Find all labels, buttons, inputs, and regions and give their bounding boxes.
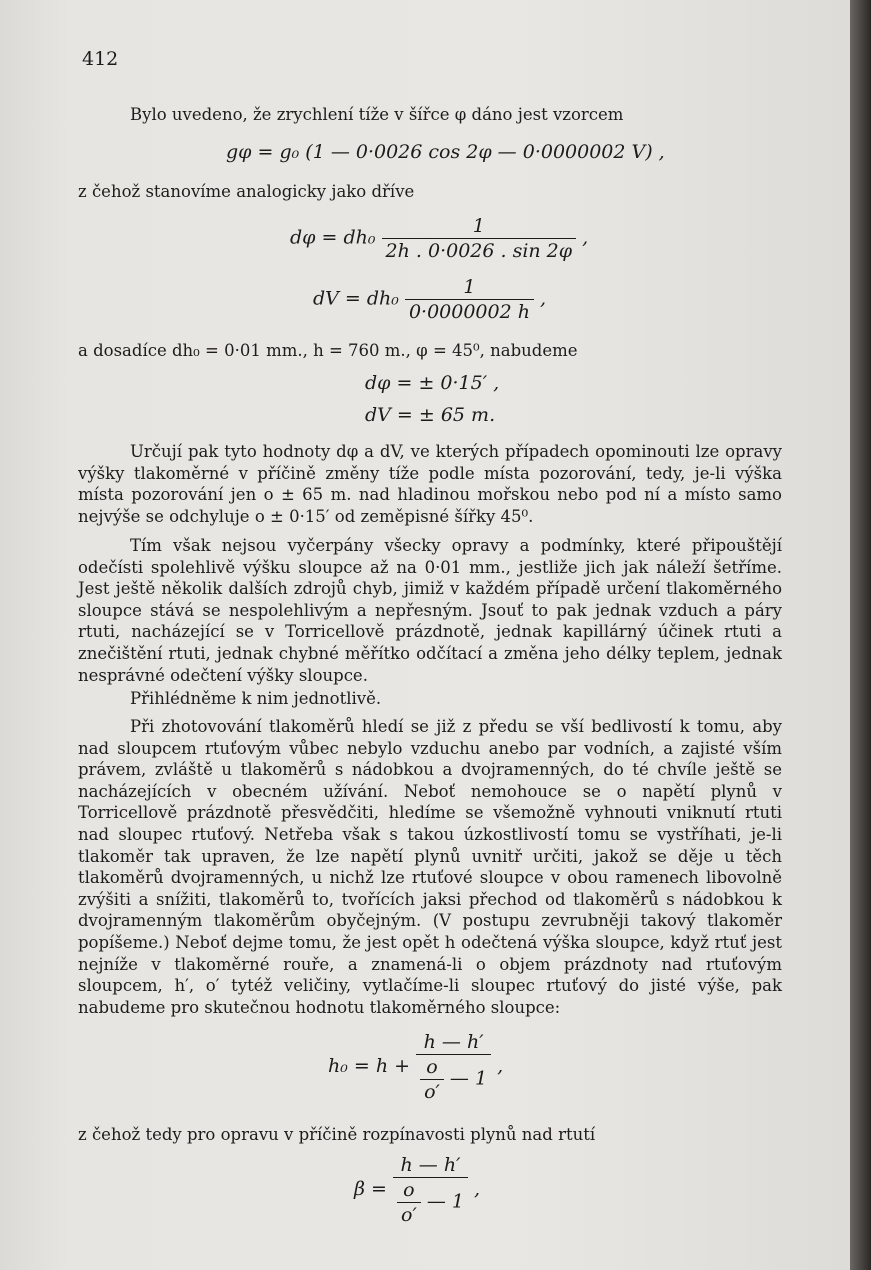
equation-gravity: gφ = g₀ (1 — 0·0026 cos 2φ — 0·0000002 V) , bbox=[226, 141, 665, 163]
equation-dV-value: dV = ± 65 m. bbox=[365, 404, 496, 426]
line-rozpinavost: z čehož tedy pro opravu v příčině rozpínavosti plynů nad rtutí bbox=[78, 1125, 596, 1144]
paragraph-intro: Bylo uvedeno, že zrychlení tíže v šířce φ dáno jest vzorcem bbox=[130, 105, 624, 124]
fraction: $\frac{1}{2h . 0\cdot 0026 . \sin 2\varphi}$ bbox=[382, 214, 577, 263]
line-dosadice: a dosadíce dh₀ = 0·01 mm., h = 760 m., φ = 45⁰, nabudeme bbox=[78, 341, 578, 360]
eq-lhs: dφ = dh₀ bbox=[290, 226, 376, 249]
equation-h0: h₀ = h + h — h′ $\frac{o}{o'}$ — 1 , bbox=[328, 1031, 504, 1103]
fraction: $\frac{1}{0\cdot 0000002 h}$ bbox=[405, 275, 534, 324]
equation-beta: β = h — h′ $\frac{o}{o'}$ — 1 , bbox=[354, 1154, 481, 1226]
paragraph-opravy: Tím však nejsou vyčerpány všecky opravy a podmínky, které připouštějí odečísti spolehlivě výšku sloupce až na 0·01 mm., jestliže jich jak náleží šetříme. Jest ještě několik dalších zdrojů chyb, jimiž v každém případě určení tlakoměrného sloupce stává se nespolehlivým a nepřesným. Jsouť to pak jednak vzduch a páry rtuti, nacházející se v Torricellově prázdnotě, jednak kapillárný účinek rtuti a znečištění rtuti, jednak chybné měřítko odčítací a změna jeho délky teplem, jednak nesprávné odečtení výšky sloupce. bbox=[78, 536, 782, 685]
paragraph-hodnoty: Určují pak tyto hodnoty dφ a dV, ve kterých případech opominouti lze opravy výšky tlakoměrné v příčině změny tíže podle místa pozorování, tedy, je-li výška místa pozorování jen o ± 65 m. nad hladinou mořskou nebo pod ní a místo samo nejvýše se odchyluje o ± 0·15′ od zeměpisné šířky 45⁰. bbox=[78, 442, 782, 526]
fraction: h — h′ $\frac{o}{o'}$ — 1 bbox=[393, 1153, 468, 1227]
equation-dphi-value: dφ = ± 0·15′ , bbox=[365, 372, 500, 394]
paragraph-prihlednete: Přihlédněme k nim jednotlivě. bbox=[130, 689, 382, 708]
fraction: h — h′ $\frac{o}{o'}$ — 1 bbox=[416, 1030, 491, 1104]
eq-lhs: β = bbox=[354, 1178, 387, 1200]
eq-lhs: h₀ = h + bbox=[328, 1055, 411, 1077]
equation-dV: dV = dh₀ $\frac{1}{0\cdot 0000002 h}$ , bbox=[313, 276, 547, 323]
equation-dphi: dφ = dh₀ $\frac{1}{2h . 0\cdot 0026 . \sin 2\varphi}$ , bbox=[290, 215, 589, 262]
page-edge-shadow bbox=[850, 0, 871, 1270]
line-analogicky: z čehož stanovíme analogicky jako dříve bbox=[78, 182, 415, 201]
eq-lhs: dV = dh₀ bbox=[313, 287, 399, 310]
paragraph-zhotovovani: Při zhotovování tlakoměrů hledí se již z předu se vší bedlivostí k tomu, aby nad sloupcem rtuťovým vůbec nebylo vzduchu anebo par vodních, a zajisté vším právem, zvláště u tlakoměrů s nádobkou a dvojramenných, do té chvíle ještě se nacházejících v obecném užívání. Neboť nemohouce se o napětí plynů v Torricellově prázdnotě přesvědčiti, hledíme se všemožně vyhnouti vniknutí rtuti nad sloupec rtuťový. Netřeba však s takou úzkostlivostí tomu se vystříhati, je-li tlakoměr tak upraven, že lze napětí plynů uvnitř určiti, jakož se děje u těch tlakoměrů dvojramenných, u nichž lze rtuťové sloupce v obou ramenech libovolně zvýšiti a snížiti, tlakoměrů to, tvořících jaksi přechod od tlakoměrů s nádobkou k dvojramenným tlakoměrům obyčejným. (V postupu zevrubněji takový tlakoměr popíšeme.) Neboť dejme tomu, že jest opět h odečtená výška sloupce, když rtuť jest nejníže v tlakoměrné rouře, a znamená-li o objem prázdnoty nad rtuťovým sloupcem, h′, o′ tytéž veličiny, vytlačíme-li sloupec rtuťový do jisté výše, pak nabudeme pro skutečnou hodnotu tlakoměrného sloupce: bbox=[78, 717, 782, 1017]
page-number: 412 bbox=[82, 48, 119, 70]
